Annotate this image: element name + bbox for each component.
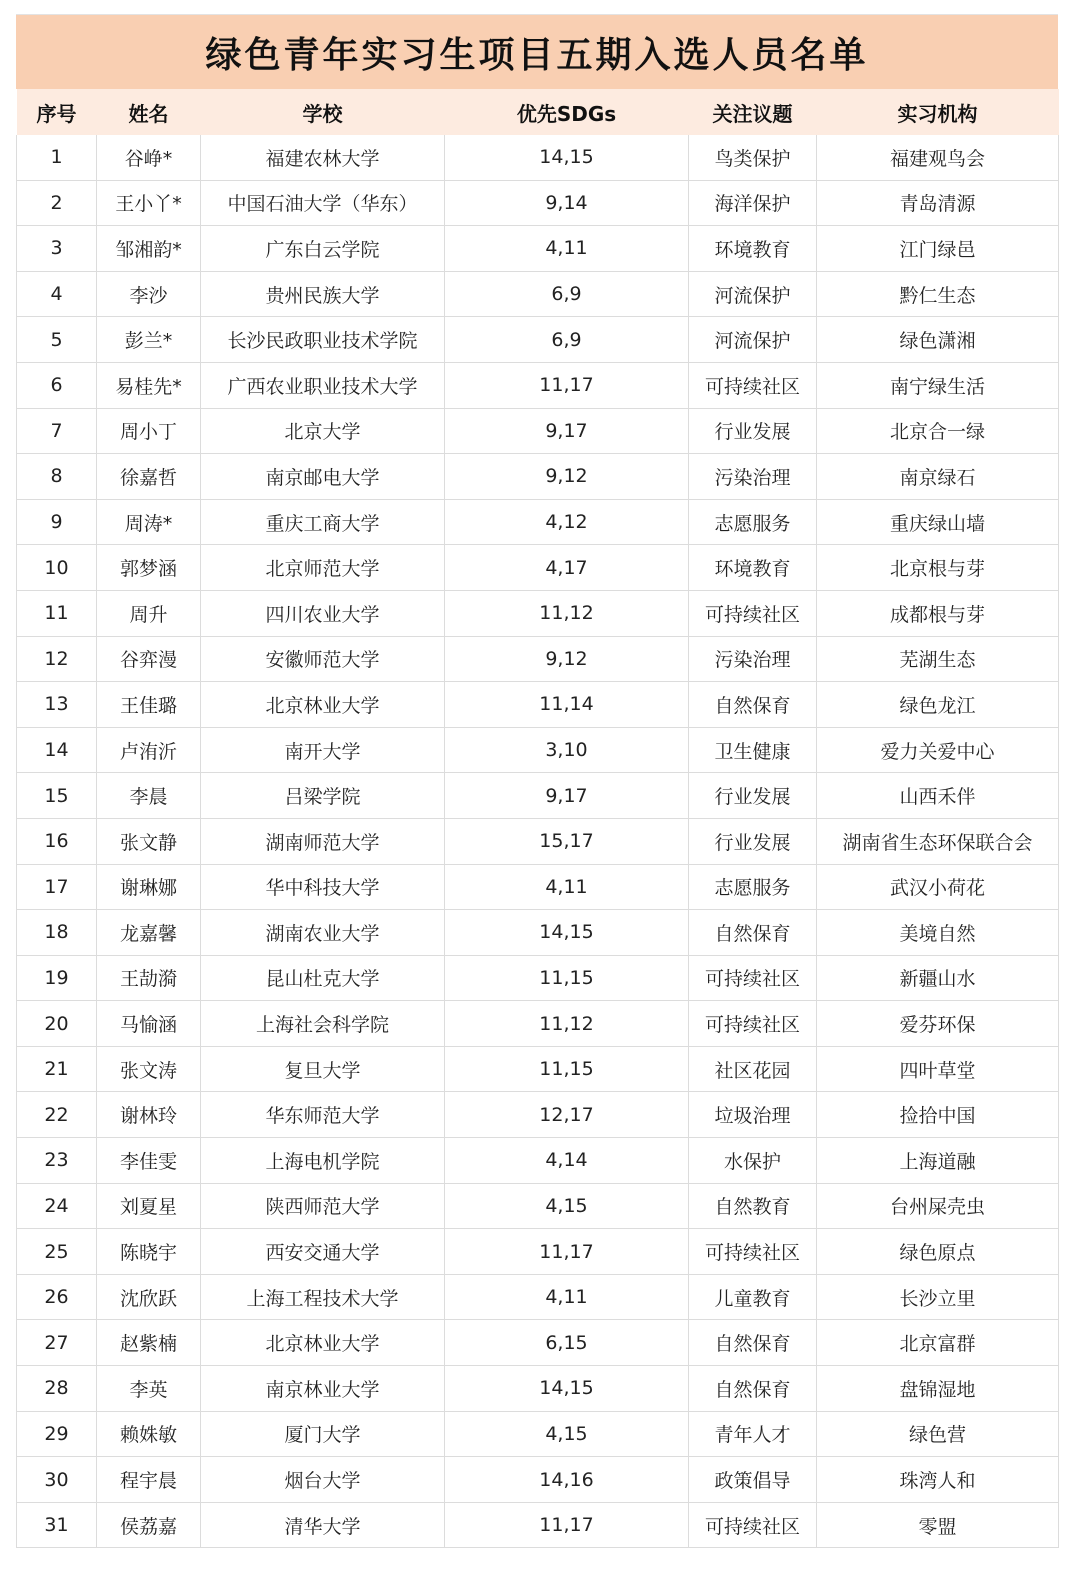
- table-row: [17, 818, 1059, 864]
- cell-name: 程宇晨: [97, 1457, 201, 1503]
- cell-index: 4: [17, 271, 97, 317]
- cell-name: 周升: [97, 590, 201, 636]
- cell-school: 北京林业大学: [201, 1320, 445, 1366]
- cell-sdgs: 11,15: [445, 1046, 689, 1092]
- cell-topic: 志愿服务: [689, 864, 817, 910]
- cell-topic: 自然保育: [689, 682, 817, 728]
- title-bar: [16, 14, 1058, 89]
- cell-topic: 政策倡导: [689, 1457, 817, 1503]
- cell-topic: 环境教育: [689, 226, 817, 272]
- cell-index: 14: [17, 727, 97, 773]
- cell-name: 谷峥*: [97, 135, 201, 180]
- roster-table: [16, 89, 1059, 1548]
- cell-topic: 可持续社区: [689, 955, 817, 1001]
- cell-organization: 爱力关爱中心: [817, 727, 1059, 773]
- cell-topic: 可持续社区: [689, 590, 817, 636]
- cell-organization: 重庆绿山墙: [817, 499, 1059, 545]
- cell-school: 南开大学: [201, 727, 445, 773]
- cell-name: 马愉涵: [97, 1001, 201, 1047]
- cell-organization: 北京富群: [817, 1320, 1059, 1366]
- cell-school: 北京师范大学: [201, 545, 445, 591]
- cell-topic: 鸟类保护: [689, 135, 817, 180]
- cell-sdgs: 6,9: [445, 317, 689, 363]
- cell-index: 13: [17, 682, 97, 728]
- cell-name: 王劼漪: [97, 955, 201, 1001]
- cell-topic: 河流保护: [689, 317, 817, 363]
- cell-name: 龙嘉馨: [97, 910, 201, 956]
- cell-sdgs: 11,12: [445, 590, 689, 636]
- cell-organization: 成都根与芽: [817, 590, 1059, 636]
- cell-name: 李沙: [97, 271, 201, 317]
- cell-organization: 北京根与芽: [817, 545, 1059, 591]
- cell-index: 18: [17, 910, 97, 956]
- cell-topic: 可持续社区: [689, 362, 817, 408]
- table-row: [17, 1183, 1059, 1229]
- cell-index: 2: [17, 180, 97, 226]
- cell-sdgs: 14,16: [445, 1457, 689, 1503]
- cell-organization: 黔仁生态: [817, 271, 1059, 317]
- cell-index: 22: [17, 1092, 97, 1138]
- table-row: [17, 1229, 1059, 1275]
- cell-name: 李晨: [97, 773, 201, 819]
- cell-sdgs: 11,12: [445, 1001, 689, 1047]
- cell-school: 上海工程技术大学: [201, 1274, 445, 1320]
- cell-name: 陈晓宇: [97, 1229, 201, 1275]
- table-row: [17, 408, 1059, 454]
- cell-index: 1: [17, 135, 97, 180]
- cell-school: 南京邮电大学: [201, 454, 445, 500]
- cell-school: 湖南农业大学: [201, 910, 445, 956]
- cell-sdgs: 9,12: [445, 454, 689, 500]
- cell-organization: 长沙立里: [817, 1274, 1059, 1320]
- cell-name: 王佳璐: [97, 682, 201, 728]
- cell-topic: 青年人才: [689, 1411, 817, 1457]
- cell-school: 安徽师范大学: [201, 636, 445, 682]
- cell-topic: 河流保护: [689, 271, 817, 317]
- cell-topic: 行业发展: [689, 773, 817, 819]
- cell-index: 21: [17, 1046, 97, 1092]
- cell-index: 20: [17, 1001, 97, 1047]
- cell-name: 张文涛: [97, 1046, 201, 1092]
- cell-sdgs: 4,17: [445, 545, 689, 591]
- table-row: [17, 955, 1059, 1001]
- cell-index: 31: [17, 1502, 97, 1548]
- table-row: [17, 727, 1059, 773]
- cell-organization: 爱芬环保: [817, 1001, 1059, 1047]
- cell-topic: 水保护: [689, 1138, 817, 1184]
- cell-organization: 湖南省生态环保联合会: [817, 818, 1059, 864]
- cell-sdgs: 4,11: [445, 864, 689, 910]
- cell-index: 8: [17, 454, 97, 500]
- cell-topic: 志愿服务: [689, 499, 817, 545]
- table-row: [17, 271, 1059, 317]
- table-row: [17, 636, 1059, 682]
- cell-organization: 四叶草堂: [817, 1046, 1059, 1092]
- cell-sdgs: 14,15: [445, 1366, 689, 1412]
- cell-organization: 绿色营: [817, 1411, 1059, 1457]
- cell-school: 广西农业职业技术大学: [201, 362, 445, 408]
- cell-organization: 南京绿石: [817, 454, 1059, 500]
- cell-school: 华中科技大学: [201, 864, 445, 910]
- page-title: 绿色青年实习生项目五期入选人员名单: [205, 34, 869, 76]
- table-row: [17, 317, 1059, 363]
- table-row: [17, 590, 1059, 636]
- cell-name: 刘夏星: [97, 1183, 201, 1229]
- header-row: [17, 89, 1059, 135]
- cell-organization: 盘锦湿地: [817, 1366, 1059, 1412]
- cell-school: 华东师范大学: [201, 1092, 445, 1138]
- cell-sdgs: 15,17: [445, 818, 689, 864]
- cell-index: 7: [17, 408, 97, 454]
- cell-name: 赵紫楠: [97, 1320, 201, 1366]
- roster-sheet: [16, 14, 1058, 1548]
- cell-organization: 北京合一绿: [817, 408, 1059, 454]
- cell-index: 3: [17, 226, 97, 272]
- cell-organization: 绿色龙江: [817, 682, 1059, 728]
- cell-name: 郭梦涵: [97, 545, 201, 591]
- cell-index: 5: [17, 317, 97, 363]
- cell-organization: 美境自然: [817, 910, 1059, 956]
- cell-school: 长沙民政职业技术学院: [201, 317, 445, 363]
- cell-sdgs: 4,14: [445, 1138, 689, 1184]
- cell-name: 徐嘉哲: [97, 454, 201, 500]
- header-topic: 关注议题: [689, 89, 817, 135]
- cell-index: 11: [17, 590, 97, 636]
- cell-sdgs: 4,11: [445, 1274, 689, 1320]
- cell-organization: 零盟: [817, 1502, 1059, 1548]
- cell-organization: 福建观鸟会: [817, 135, 1059, 180]
- table-row: [17, 1411, 1059, 1457]
- cell-school: 中国石油大学（华东）: [201, 180, 445, 226]
- cell-topic: 行业发展: [689, 408, 817, 454]
- table-row: [17, 1502, 1059, 1548]
- table-row: [17, 1092, 1059, 1138]
- header-school: 学校: [201, 89, 445, 135]
- cell-sdgs: 6,15: [445, 1320, 689, 1366]
- cell-topic: 污染治理: [689, 454, 817, 500]
- table-row: [17, 1274, 1059, 1320]
- cell-topic: 可持续社区: [689, 1502, 817, 1548]
- cell-name: 李佳雯: [97, 1138, 201, 1184]
- cell-name: 张文静: [97, 818, 201, 864]
- cell-index: 19: [17, 955, 97, 1001]
- cell-school: 北京大学: [201, 408, 445, 454]
- cell-school: 贵州民族大学: [201, 271, 445, 317]
- table-row: [17, 135, 1059, 180]
- cell-index: 12: [17, 636, 97, 682]
- cell-index: 6: [17, 362, 97, 408]
- cell-index: 30: [17, 1457, 97, 1503]
- cell-name: 谷弈漫: [97, 636, 201, 682]
- cell-index: 24: [17, 1183, 97, 1229]
- cell-name: 邹湘韵*: [97, 226, 201, 272]
- cell-organization: 绿色原点: [817, 1229, 1059, 1275]
- cell-sdgs: 9,12: [445, 636, 689, 682]
- cell-organization: 芜湖生态: [817, 636, 1059, 682]
- table-row: [17, 180, 1059, 226]
- cell-topic: 自然保育: [689, 1320, 817, 1366]
- table-row: [17, 545, 1059, 591]
- cell-index: 29: [17, 1411, 97, 1457]
- cell-topic: 可持续社区: [689, 1001, 817, 1047]
- cell-name: 卢洧沂: [97, 727, 201, 773]
- cell-school: 四川农业大学: [201, 590, 445, 636]
- table-row: [17, 454, 1059, 500]
- cell-name: 谢林玲: [97, 1092, 201, 1138]
- cell-school: 复旦大学: [201, 1046, 445, 1092]
- cell-sdgs: 4,12: [445, 499, 689, 545]
- cell-index: 16: [17, 818, 97, 864]
- cell-sdgs: 4,15: [445, 1183, 689, 1229]
- cell-topic: 卫生健康: [689, 727, 817, 773]
- cell-organization: 台州屎壳虫: [817, 1183, 1059, 1229]
- cell-index: 9: [17, 499, 97, 545]
- cell-name: 王小丫*: [97, 180, 201, 226]
- header-sdgs: 优先SDGs: [445, 89, 689, 135]
- cell-organization: 南宁绿生活: [817, 362, 1059, 408]
- cell-topic: 自然教育: [689, 1183, 817, 1229]
- cell-topic: 儿童教育: [689, 1274, 817, 1320]
- cell-school: 昆山杜克大学: [201, 955, 445, 1001]
- cell-school: 烟台大学: [201, 1457, 445, 1503]
- cell-sdgs: 11,17: [445, 1502, 689, 1548]
- cell-index: 26: [17, 1274, 97, 1320]
- cell-school: 吕梁学院: [201, 773, 445, 819]
- table-row: [17, 864, 1059, 910]
- cell-index: 28: [17, 1366, 97, 1412]
- cell-name: 谢琳娜: [97, 864, 201, 910]
- cell-school: 清华大学: [201, 1502, 445, 1548]
- cell-sdgs: 11,14: [445, 682, 689, 728]
- header-name: 姓名: [97, 89, 201, 135]
- cell-sdgs: 14,15: [445, 135, 689, 180]
- cell-school: 西安交通大学: [201, 1229, 445, 1275]
- table-row: [17, 1046, 1059, 1092]
- cell-school: 南京林业大学: [201, 1366, 445, 1412]
- table-row: [17, 682, 1059, 728]
- cell-organization: 上海道融: [817, 1138, 1059, 1184]
- cell-school: 重庆工商大学: [201, 499, 445, 545]
- cell-school: 福建农林大学: [201, 135, 445, 180]
- cell-topic: 污染治理: [689, 636, 817, 682]
- cell-topic: 可持续社区: [689, 1229, 817, 1275]
- cell-topic: 行业发展: [689, 818, 817, 864]
- cell-sdgs: 3,10: [445, 727, 689, 773]
- table-row: [17, 910, 1059, 956]
- cell-name: 李英: [97, 1366, 201, 1412]
- table-row: [17, 1320, 1059, 1366]
- header-index: 序号: [17, 89, 97, 135]
- cell-sdgs: 4,11: [445, 226, 689, 272]
- cell-index: 10: [17, 545, 97, 591]
- cell-organization: 绿色潇湘: [817, 317, 1059, 363]
- table-body: [17, 135, 1059, 1548]
- cell-school: 北京林业大学: [201, 682, 445, 728]
- header-organization: 实习机构: [817, 89, 1059, 135]
- cell-name: 易桂先*: [97, 362, 201, 408]
- cell-topic: 垃圾治理: [689, 1092, 817, 1138]
- cell-organization: 青岛清源: [817, 180, 1059, 226]
- cell-organization: 新疆山水: [817, 955, 1059, 1001]
- cell-school: 厦门大学: [201, 1411, 445, 1457]
- cell-index: 17: [17, 864, 97, 910]
- cell-name: 彭兰*: [97, 317, 201, 363]
- cell-sdgs: 11,17: [445, 1229, 689, 1275]
- cell-sdgs: 12,17: [445, 1092, 689, 1138]
- cell-name: 赖姝敏: [97, 1411, 201, 1457]
- cell-index: 27: [17, 1320, 97, 1366]
- table-row: [17, 1001, 1059, 1047]
- table-row: [17, 499, 1059, 545]
- table-row: [17, 1366, 1059, 1412]
- cell-school: 上海电机学院: [201, 1138, 445, 1184]
- cell-sdgs: 9,17: [445, 408, 689, 454]
- cell-name: 周小丁: [97, 408, 201, 454]
- cell-name: 侯荔嘉: [97, 1502, 201, 1548]
- cell-topic: 自然保育: [689, 1366, 817, 1412]
- cell-index: 15: [17, 773, 97, 819]
- cell-name: 周涛*: [97, 499, 201, 545]
- cell-topic: 自然保育: [689, 910, 817, 956]
- cell-topic: 海洋保护: [689, 180, 817, 226]
- cell-organization: 山西禾伴: [817, 773, 1059, 819]
- cell-sdgs: 9,14: [445, 180, 689, 226]
- cell-index: 25: [17, 1229, 97, 1275]
- cell-school: 上海社会科学院: [201, 1001, 445, 1047]
- table-row: [17, 362, 1059, 408]
- table-row: [17, 1138, 1059, 1184]
- cell-school: 陕西师范大学: [201, 1183, 445, 1229]
- cell-organization: 武汉小荷花: [817, 864, 1059, 910]
- table-row: [17, 773, 1059, 819]
- cell-topic: 社区花园: [689, 1046, 817, 1092]
- cell-school: 湖南师范大学: [201, 818, 445, 864]
- table-row: [17, 226, 1059, 272]
- cell-school: 广东白云学院: [201, 226, 445, 272]
- cell-sdgs: 14,15: [445, 910, 689, 956]
- cell-index: 23: [17, 1138, 97, 1184]
- table-row: [17, 1457, 1059, 1503]
- cell-organization: 捡拾中国: [817, 1092, 1059, 1138]
- cell-name: 沈欣跃: [97, 1274, 201, 1320]
- cell-sdgs: 11,15: [445, 955, 689, 1001]
- cell-organization: 江门绿邑: [817, 226, 1059, 272]
- cell-sdgs: 9,17: [445, 773, 689, 819]
- cell-sdgs: 4,15: [445, 1411, 689, 1457]
- cell-topic: 环境教育: [689, 545, 817, 591]
- cell-sdgs: 6,9: [445, 271, 689, 317]
- cell-organization: 珠湾人和: [817, 1457, 1059, 1503]
- cell-sdgs: 11,17: [445, 362, 689, 408]
